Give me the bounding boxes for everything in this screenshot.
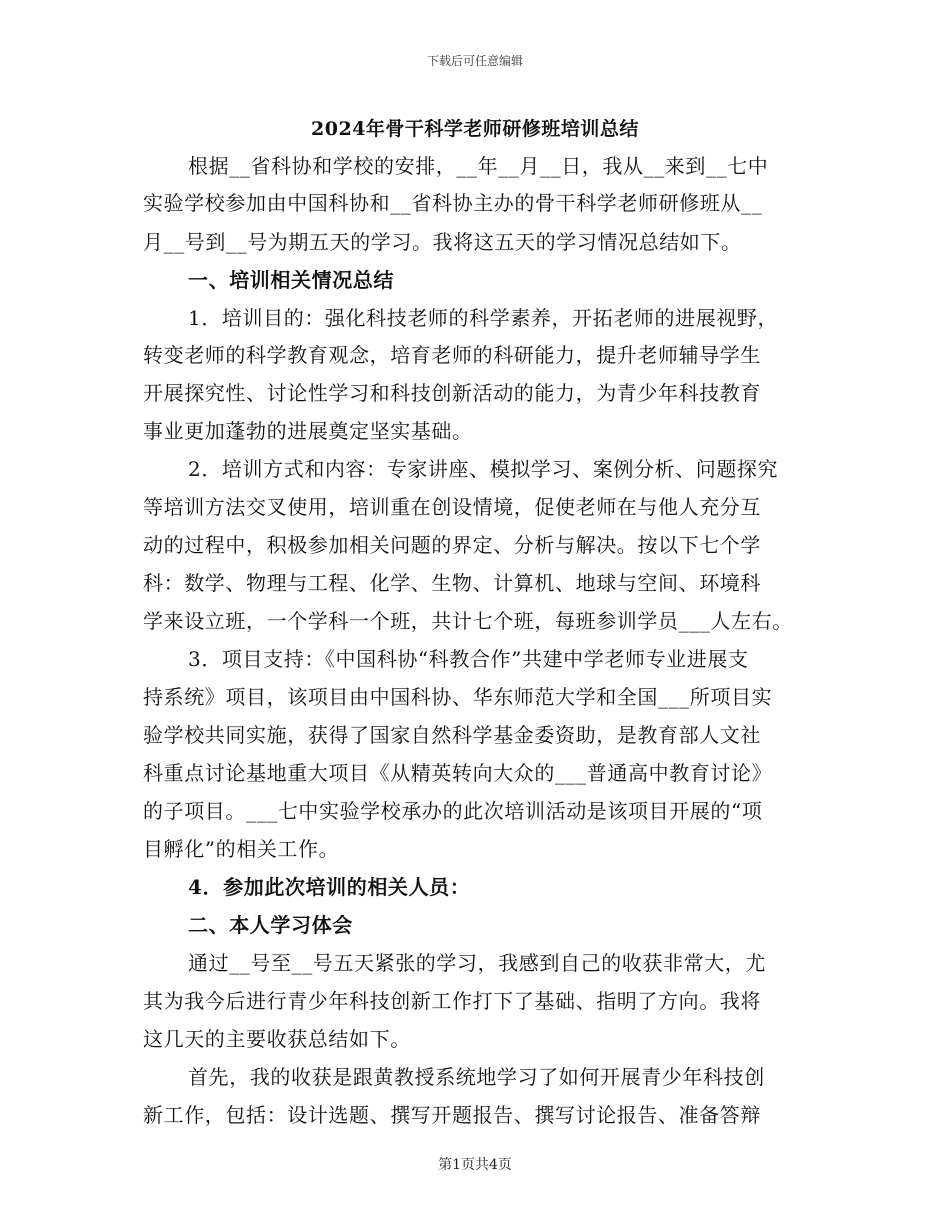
section-heading: 二、本人学习体会 xyxy=(188,913,353,937)
section-heading: 一、培训相关情况总结 xyxy=(188,268,394,292)
paragraph-line: 通过__号至__号五天紧张的学习，我感到自己的收获非常大，尤 xyxy=(188,951,766,975)
paragraph-line: 科重点讨论基地重大项目《从精英转向大众的___普通高中教育讨论》 xyxy=(143,761,773,785)
paragraph-line: 1．培训目的：强化科技老师的科学素养，开拓老师的进展视野， xyxy=(188,306,779,330)
paragraph-line: 目孵化”的相关工作。 xyxy=(143,837,340,861)
paragraph-line: 科：数学、物理与工程、化学、生物、计算机、地球与空间、环境科 xyxy=(143,571,761,595)
paragraph-line: 实验学校参加由中国科协和__省科协主办的骨干科学老师研修班从__ xyxy=(143,191,763,215)
paragraph-line: 动的过程中，积极参加相关问题的界定、分析与解决。按以下七个学 xyxy=(143,533,761,557)
paragraph-line: 持系统》项目，该项目由中国科协、华东师范大学和全国___所项目实 xyxy=(143,685,773,709)
page-footer: 第1页共4页 xyxy=(438,1157,512,1173)
paragraph-line: 验学校共同实施，获得了国家自然科学基金委资助，是教育部人文社 xyxy=(143,723,761,747)
paragraph-line: 学来设立班，一个学科一个班，共计七个班，每班参训学员___人左右。 xyxy=(143,609,793,633)
paragraph-line: 的子项目。___七中实验学校承办的此次培训活动是该项目开展的“项 xyxy=(143,799,763,823)
paragraph-line: 等培训方法交叉使用，培训重在创设情境，促使老师在与他人充分互 xyxy=(143,495,761,519)
paragraph-line: 事业更加蓬勃的进展奠定坚实基础。 xyxy=(143,419,473,443)
paragraph-line: 2．培训方式和内容：专家讲座、模拟学习、案例分析、问题探究 xyxy=(188,457,779,481)
paragraph-line: 月__号到__号为期五天的学习。我将这五天的学习情况总结如下。 xyxy=(143,230,742,254)
paragraph-line: 首先，我的收获是跟黄教授系统地学习了如何开展青少年科技创 xyxy=(188,1065,765,1089)
paragraph-line: 转变老师的科学教育观念，培育老师的科研能力，提升老师辅导学生 xyxy=(143,343,761,367)
paragraph-line: 其为我今后进行青少年科技创新工作打下了基础、指明了方向。我将 xyxy=(143,989,761,1013)
paragraph-line: 根据__省科协和学校的安排，__年__月__日，我从__来到__七中 xyxy=(188,154,769,178)
document-title: 2024年骨干科学老师研修班培训总结 xyxy=(311,118,639,140)
paragraph-line: 这几天的主要收获总结如下。 xyxy=(143,1027,411,1051)
section-heading: 4．参加此次培训的相关人员： xyxy=(188,875,471,899)
paragraph-line: 开展探究性、讨论性学习和科技创新活动的能力，为青少年科技教育 xyxy=(143,381,761,405)
header-note: 下载后可任意编辑 xyxy=(426,54,523,68)
paragraph-line: 3．项目支持：《中国科协“科教合作”共建中学老师专业进展支 xyxy=(188,647,749,671)
paragraph-line: 新工作，包括：设计选题、撰写开题报告、撰写讨论报告、准备答辩 xyxy=(143,1103,761,1127)
